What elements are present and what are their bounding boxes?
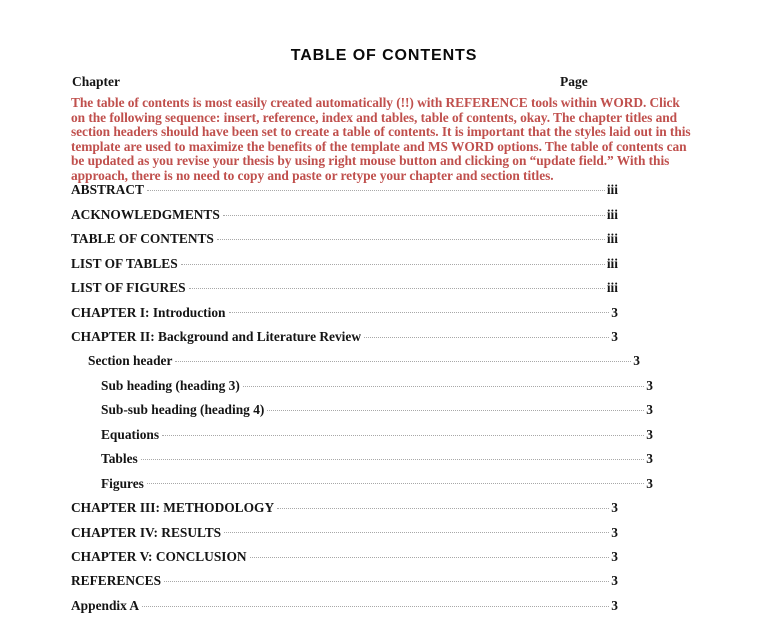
toc-dot-leader	[250, 548, 610, 561]
toc-entry-page-number: 3	[611, 573, 618, 589]
toc-dot-leader	[147, 474, 644, 487]
toc-entry-page-number: 3	[646, 475, 653, 491]
toc-entry[interactable]	[88, 352, 697, 376]
toc-entry[interactable]	[71, 328, 697, 352]
toc-entry-page-number: 3	[611, 548, 618, 564]
toc-dot-leader	[164, 572, 609, 585]
table-of-contents-list	[71, 181, 697, 621]
toc-dot-leader	[223, 205, 605, 218]
toc-entry[interactable]	[71, 230, 697, 254]
toc-entry[interactable]	[71, 548, 697, 572]
toc-entry-page-number: 3	[646, 426, 653, 442]
column-header-page: Page	[560, 74, 588, 89]
toc-entry-page-number: iii	[606, 206, 618, 222]
toc-entry[interactable]	[71, 254, 697, 278]
toc-entry-page-number: 3	[611, 500, 618, 516]
toc-entry-label: ABSTRACT	[71, 182, 144, 198]
toc-dot-leader	[277, 499, 609, 512]
toc-dot-leader	[142, 596, 609, 609]
toc-entry[interactable]	[101, 425, 697, 449]
column-header-chapter: Chapter	[72, 74, 120, 89]
toc-entry[interactable]	[71, 572, 697, 596]
toc-entry[interactable]	[71, 499, 697, 523]
toc-entry-label: LIST OF TABLES	[71, 255, 178, 271]
toc-entry-label: Section header	[88, 353, 173, 369]
toc-entry[interactable]	[101, 377, 697, 401]
toc-entry-label: Figures	[101, 475, 144, 491]
toc-entry-page-number: 3	[646, 451, 653, 467]
toc-dot-leader	[189, 279, 605, 292]
page-title: TABLE OF CONTENTS	[290, 47, 478, 64]
toc-entry-label: Sub heading (heading 3)	[101, 377, 240, 393]
toc-entry-page-number: 3	[633, 353, 640, 369]
toc-entry[interactable]	[71, 279, 697, 303]
toc-entry-label: Tables	[101, 451, 138, 467]
toc-entry-page-number: 3	[646, 402, 653, 418]
toc-entry-label: Appendix A	[71, 597, 140, 613]
toc-entry[interactable]	[71, 303, 697, 327]
toc-dot-leader	[141, 450, 645, 463]
toc-entry-page-number: 3	[611, 597, 618, 613]
toc-entry-page-number: 3	[611, 304, 618, 320]
toc-entry-page-number: 3	[611, 524, 618, 540]
instructional-notice-paragraph: The table of contents is most easily created automatically (!!) with REFERENCE tools within WORD. Click on the following sequence: insert, reference, index and tables, table of contents, okay. The chapter titles and section headers should have been set to create a table of contents. It is important that the styles laid out in this template are used to maximize the benefits of the template and MS WORD options. The table of contents can be updated as you revise your thesis by using right mouse button and clicking on “update field.” With this approach, there is no need to copy and paste or retype your chapter and section titles.	[71, 95, 691, 183]
toc-entry-label: CHAPTER V: CONCLUSION	[71, 548, 247, 564]
toc-entry-label: Sub-sub heading (heading 4)	[101, 402, 265, 418]
toc-dot-leader	[243, 377, 645, 390]
toc-entry[interactable]	[71, 596, 697, 620]
toc-entry-label: Equations	[101, 426, 160, 442]
toc-entry-label: CHAPTER I: Introduction	[71, 304, 226, 320]
toc-entry[interactable]	[71, 205, 697, 229]
toc-dot-leader	[175, 352, 631, 365]
toc-entry-page-number: 3	[646, 377, 653, 393]
toc-entry[interactable]	[101, 474, 697, 498]
toc-entry-label: ACKNOWLEDGMENTS	[71, 206, 220, 222]
toc-entry-page-number: iii	[606, 231, 618, 247]
toc-dot-leader	[267, 401, 644, 414]
toc-entry[interactable]	[71, 523, 697, 547]
toc-entry-page-number: iii	[606, 280, 618, 296]
toc-dot-leader	[162, 425, 644, 438]
toc-entry-page-number: iii	[606, 255, 618, 271]
toc-entry[interactable]	[101, 450, 697, 474]
toc-entry-page-number: iii	[606, 182, 618, 198]
toc-entry[interactable]	[71, 181, 697, 205]
toc-entry-label: CHAPTER II: Background and Literature Review	[71, 329, 362, 345]
toc-dot-leader	[224, 523, 609, 536]
toc-entry-label: CHAPTER III: METHODOLOGY	[71, 500, 275, 516]
toc-entry[interactable]	[101, 401, 697, 425]
toc-entry-label: REFERENCES	[71, 573, 162, 589]
toc-entry-label: LIST OF FIGURES	[71, 280, 186, 296]
toc-dot-leader	[181, 254, 605, 267]
toc-dot-leader	[217, 230, 605, 243]
toc-dot-leader	[147, 181, 605, 194]
toc-dot-leader	[364, 328, 609, 341]
toc-entry-label: CHAPTER IV: RESULTS	[71, 524, 222, 540]
toc-entry-page-number: 3	[611, 329, 618, 345]
toc-dot-leader	[229, 303, 610, 316]
toc-entry-label: TABLE OF CONTENTS	[71, 231, 214, 247]
